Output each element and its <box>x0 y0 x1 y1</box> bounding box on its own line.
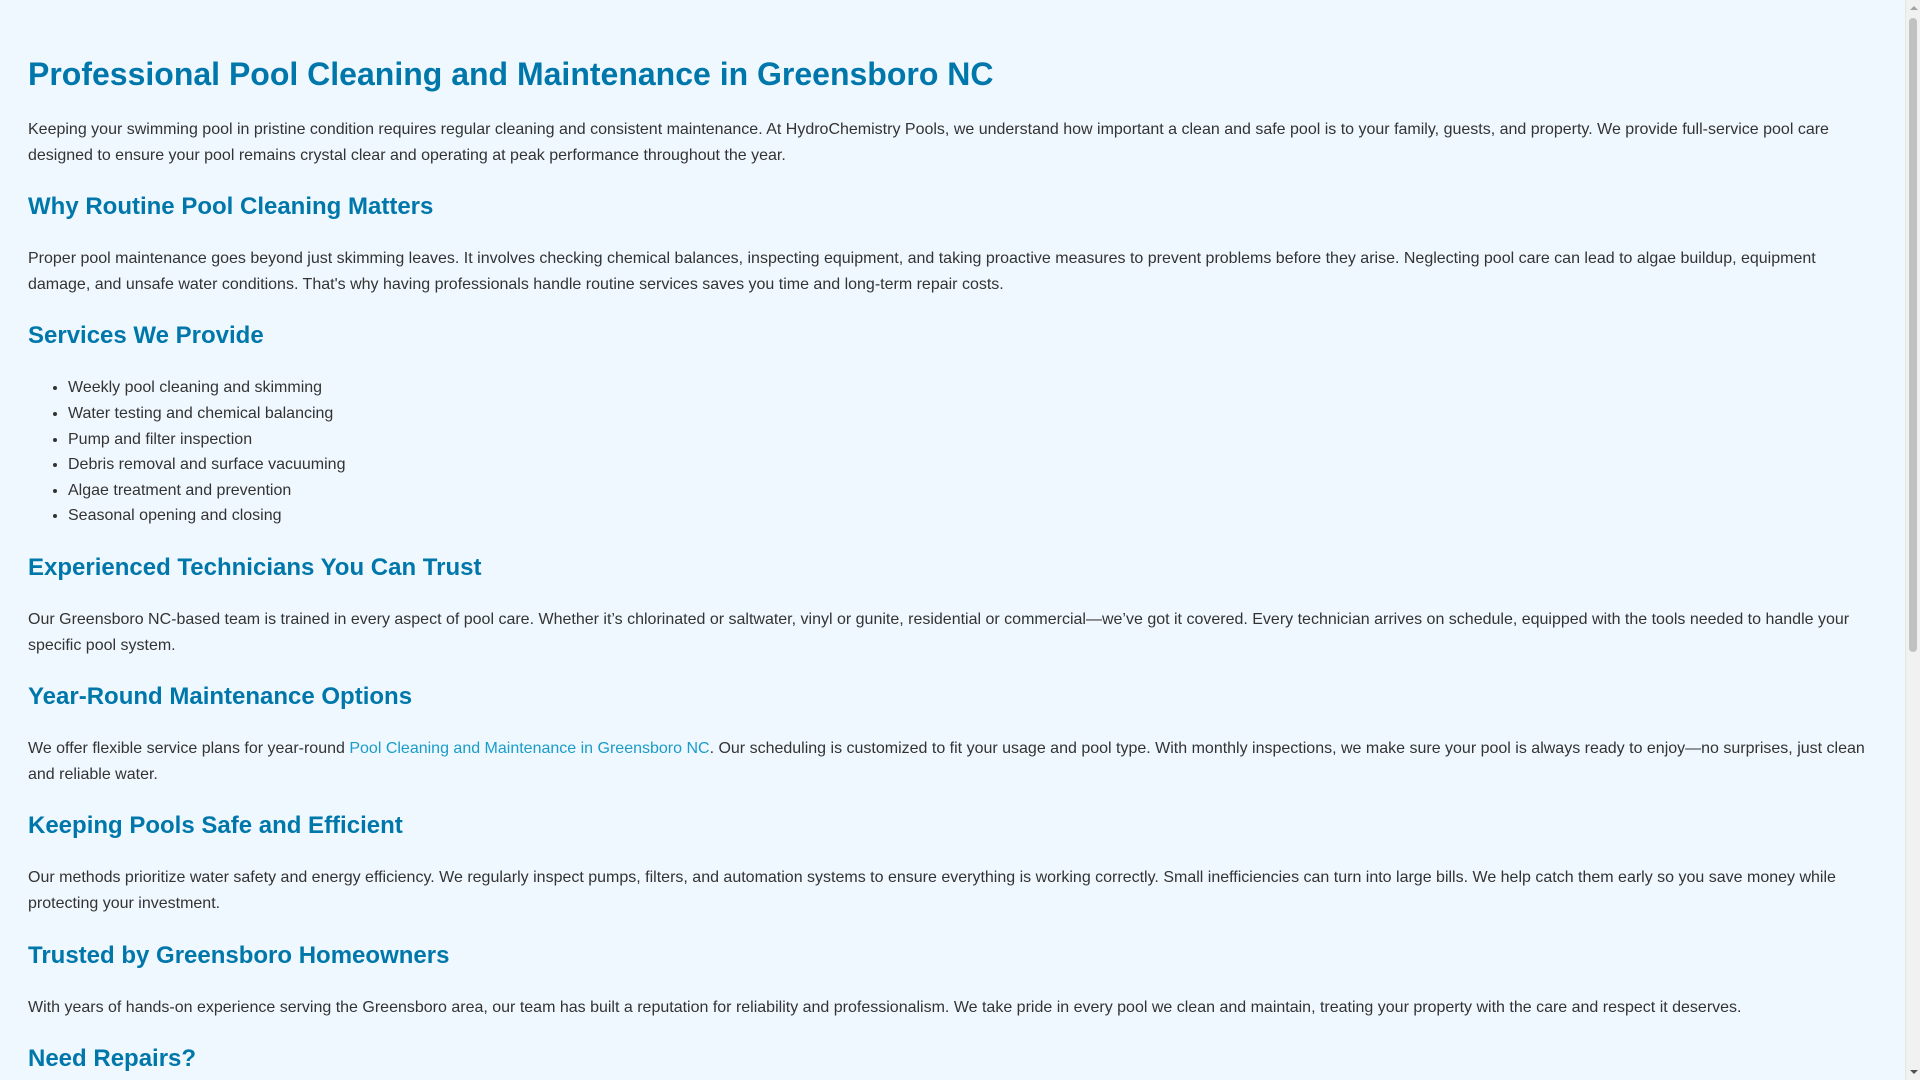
text-after-link: . Our scheduling is customized to fit your usage and pool type. With monthly inspections, we make sure your pool is always ready to enjoy—no surprises, just clean and reliable water. <box>28 740 1865 783</box>
section-heading-technicians: Experienced Technicians You Can Trust <box>28 553 482 581</box>
list-item: • Debris removal and surface vacuuming <box>68 452 1877 478</box>
section-text-why-routine: Proper pool maintenance goes beyond just skimming leaves. It involves checking chemical balances, inspecting equipment, and taking proactive measures to prevent problems before they arise. Neglecting pool care can lead to algae buildup, equipment damage, and unsafe water conditions. That's why having professionals handle routine services saves you time and long-term repair costs. <box>28 250 1816 293</box>
section-heading-services: Services We Provide <box>28 322 264 350</box>
text-before-link: We offer flexible service plans for year-round <box>28 740 350 758</box>
section-heading-year-round: Year-Round Maintenance Options <box>28 683 413 711</box>
section-heading-safe-efficient: Keeping Pools Safe and Efficient <box>28 812 403 840</box>
page-title: Professional Pool Cleaning and Maintenance in Greensboro NC <box>28 56 994 92</box>
scroll-up-arrow-icon[interactable] <box>1906 0 1920 16</box>
section-text-trusted: With years of hands-on experience serving the Greensboro area, our team has built a reputation for reliability and professionalism. We take pride in every pool we clean and maintain, treating your property with the care and respect it deserves. <box>28 998 1742 1016</box>
scroll-down-arrow-icon[interactable] <box>1906 1064 1920 1080</box>
scroll-thumb[interactable] <box>1909 18 1917 652</box>
list-item: • Weekly pool cleaning and skimming <box>68 375 1877 401</box>
list-item: • Pump and filter inspection <box>68 427 1877 453</box>
pool-cleaning-link[interactable]: Pool Cleaning and Maintenance in Greensboro NC <box>349 740 710 758</box>
section-heading-why-routine: Why Routine Pool Cleaning Matters <box>28 193 434 221</box>
section-heading-trusted: Trusted by Greensboro Homeowners <box>28 941 450 969</box>
section-heading-repairs: Need Repairs? <box>28 1045 197 1073</box>
section-text-safe-efficient: Our methods prioritize water safety and energy efficiency. We regularly inspect pumps, filters, and automation systems to ensure everything is working correctly. Small inefficiencies can turn into large bills. We help catch them early so you save money while protecting your investment. <box>28 869 1836 912</box>
section-text-year-round <box>28 736 1877 787</box>
intro-paragraph: Keeping your swimming pool in pristine condition requires regular cleaning and consistent maintenance. At HydroChemistry Pools, we understand how important a clean and safe pool is to your family, guests, and property. We provide full-service pool care designed to ensure your pool remains crystal clear and operating at peak performance throughout the year. <box>28 121 1829 164</box>
services-list <box>28 375 1877 529</box>
vertical-scrollbar[interactable] <box>1905 0 1920 1080</box>
list-item: • Water testing and chemical balancing <box>68 401 1877 427</box>
list-item: • Seasonal opening and closing <box>68 503 1877 529</box>
list-item: • Algae treatment and prevention <box>68 478 1877 504</box>
section-text-technicians: Our Greensboro NC-based team is trained in every aspect of pool care. Whether it’s chlorinated or saltwater, vinyl or gunite, residential or commercial—we’ve got it covered. Every technician arrives on schedule, equipped with the tools needed to handle your specific pool system. <box>28 610 1850 654</box>
